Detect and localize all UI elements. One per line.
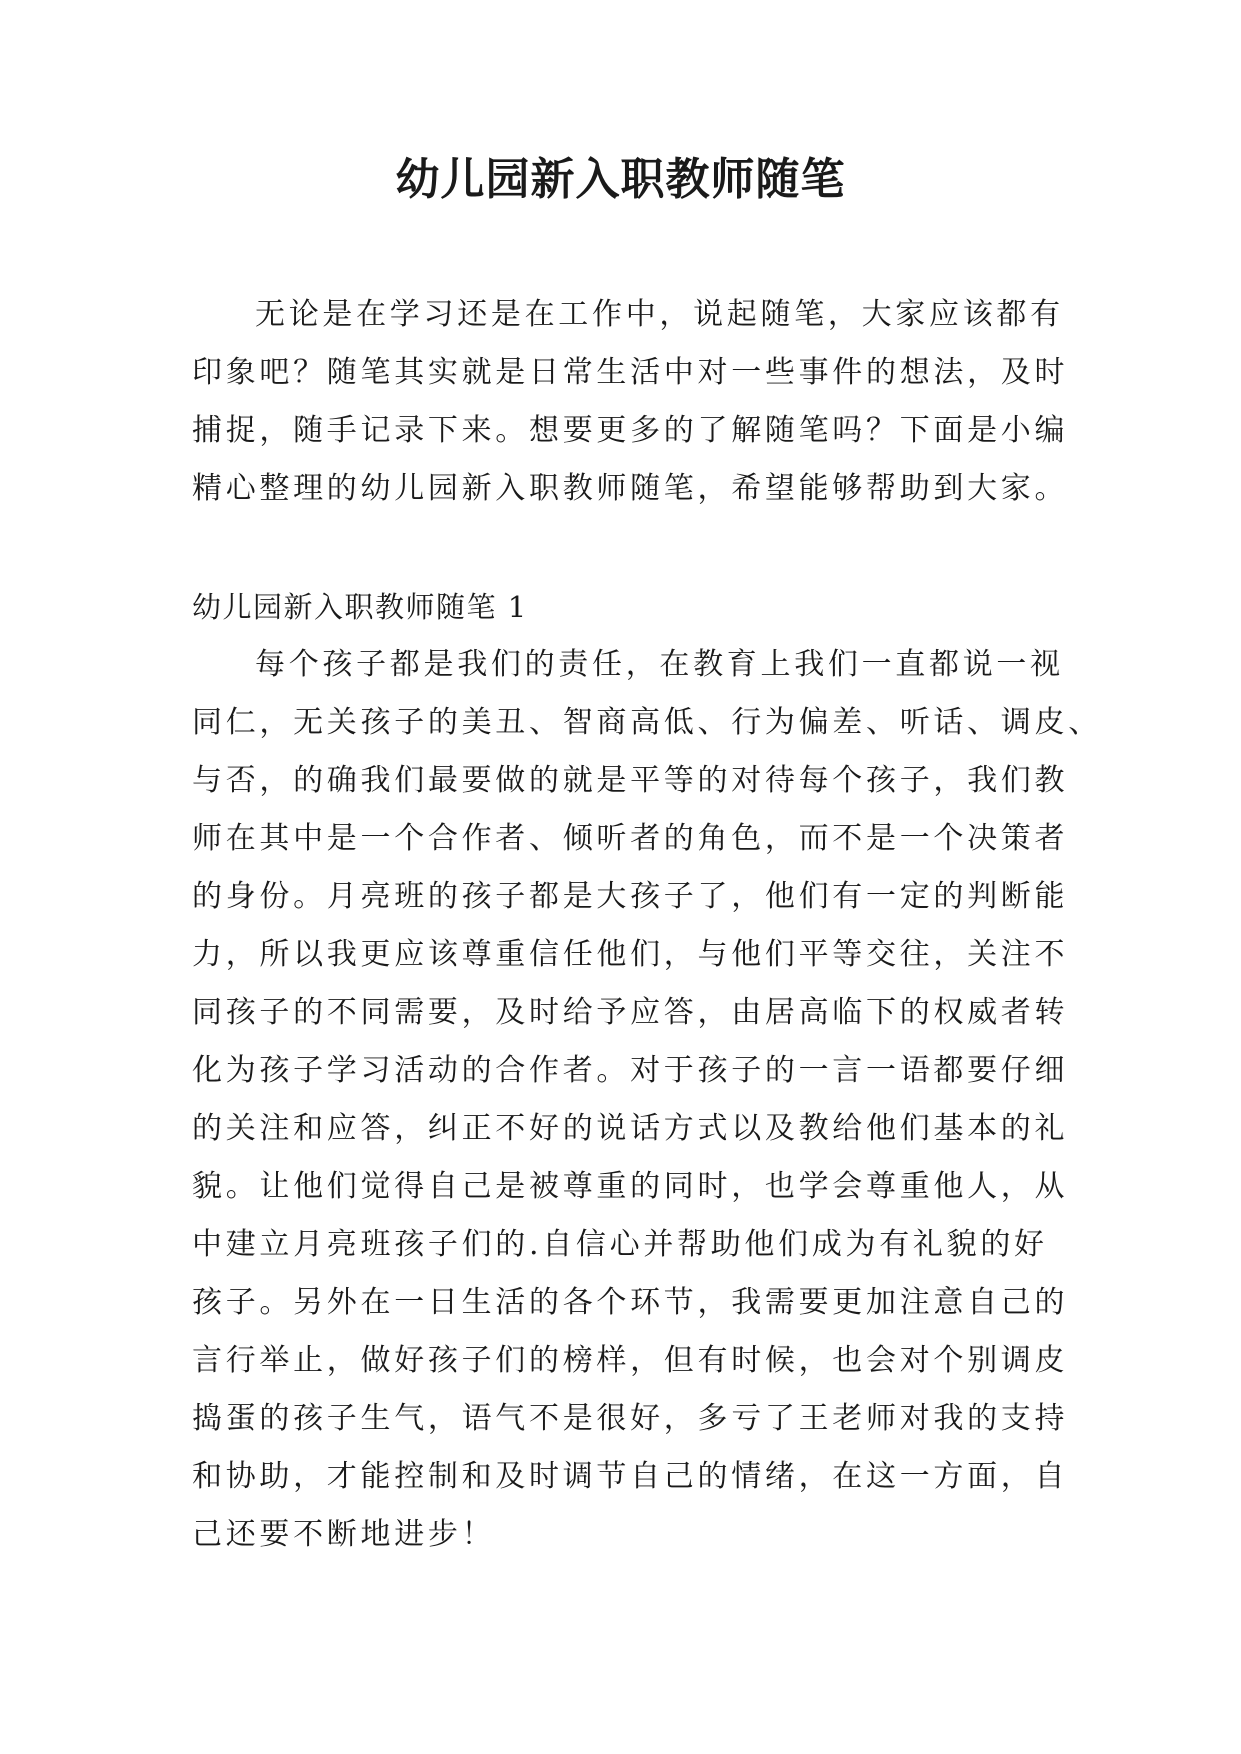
body-line: 与否，的确我们最要做的就是平等的对待每个孩子，我们教	[192, 763, 1069, 798]
body-line: 孩子。另外在一日生活的各个环节，我需要更加注意自己的	[192, 1285, 1069, 1320]
body-line: 同仁，无关孩子的美丑、智商高低、行为偏差、听话、调皮、	[192, 705, 1102, 740]
intro-paragraph	[192, 286, 1068, 518]
body-line: 的身份。月亮班的孩子都是大孩子了，他们有一定的判断能	[192, 879, 1069, 914]
intro-line: 印象吧？随笔其实就是日常生活中对一些事件的想法，及时	[192, 355, 1069, 390]
body-line: 和协助，才能控制和及时调节自己的情绪，在这一方面，自	[192, 1459, 1069, 1494]
body-line: 言行举止，做好孩子们的榜样，但有时候，也会对个别调皮	[192, 1343, 1069, 1378]
intro-line: 精心整理的幼儿园新入职教师随笔，希望能够帮助到大家。	[192, 471, 1069, 506]
body-line: 同孩子的不同需要，及时给予应答，由居高临下的权威者转	[192, 995, 1069, 1030]
body-line: 的关注和应答，纠正不好的说话方式以及教给他们基本的礼	[192, 1111, 1069, 1146]
body-line: 每个孩子都是我们的责任，在教育上我们一直都说一视	[255, 647, 1064, 682]
document-title: 幼儿园新入职教师随笔	[395, 154, 846, 205]
intro-line: 捕捉，随手记录下来。想要更多的了解随笔吗？下面是小编	[192, 413, 1069, 448]
body-line: 化为孩子学习活动的合作者。对于孩子的一言一语都要仔细	[192, 1053, 1069, 1088]
section-heading: 幼儿园新入职教师随笔 1	[192, 590, 528, 624]
body-line: 中建立月亮班孩子们的.自信心并帮助他们成为有礼貌的好	[192, 1227, 1048, 1262]
body-line: 师在其中是一个合作者、倾听者的角色，而不是一个决策者	[192, 821, 1069, 856]
section-body-paragraph	[192, 636, 1102, 1564]
body-line: 己还要不断地进步！	[192, 1517, 496, 1552]
body-line: 力，所以我更应该尊重信任他们，与他们平等交往，关注不	[192, 937, 1069, 972]
intro-line: 无论是在学习还是在工作中，说起随笔，大家应该都有	[255, 297, 1064, 332]
body-line: 捣蛋的孩子生气，语气不是很好，多亏了王老师对我的支持	[192, 1401, 1069, 1436]
body-line: 貌。让他们觉得自己是被尊重的同时，也学会尊重他人，从	[192, 1169, 1069, 1204]
